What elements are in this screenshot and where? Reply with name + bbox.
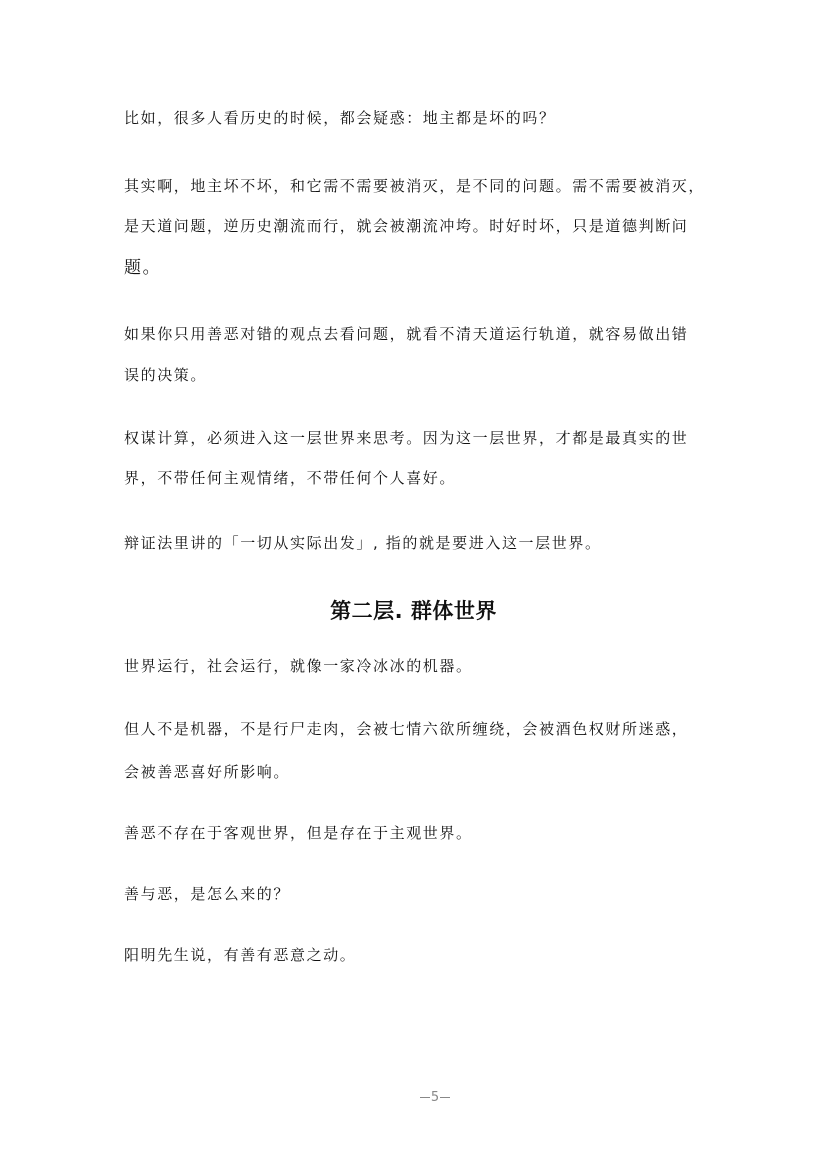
- section-paragraph-2-line-2: 会被善恶喜好所影响。: [124, 763, 291, 781]
- page-number-footer: [0, 1089, 827, 1107]
- paragraph-4-line-2: 界，不带任何主观情绪，不带任何个人喜好。: [124, 469, 457, 487]
- paragraph-5-line-1: 辩证法里讲的「一切从实际出发」, 指的就是要进入这一层世界。: [124, 534, 602, 552]
- section-paragraph-4-line-1: 善与恶，是怎么来的？: [124, 885, 291, 903]
- section-heading: 第二层. 群体世界: [330, 599, 497, 623]
- paragraph-3-line-1: 如果你只用善恶对错的观点去看问题，就看不清天道运行轨道，就容易做出错: [124, 325, 689, 343]
- footer-dash-left: [420, 1097, 430, 1098]
- paragraph-1-line-1: 比如，很多人看历史的时候，都会疑惑：地主都是坏的吗？: [124, 109, 556, 127]
- paragraph-2-line-2: 是天道问题，逆历史潮流而行，就会被潮流冲垮。时好时坏，只是道德判断问: [124, 217, 689, 235]
- section-paragraph-1-line-1: 世界运行，社会运行，就像一家冷冰冰的机器。: [124, 657, 473, 675]
- section-paragraph-5-line-1: 阳明先生说，有善有恶意之动。: [124, 946, 357, 964]
- paragraph-2-line-1: 其实啊，地主坏不坏，和它需不需要被消灭，是不同的问题。需不需要被消灭，: [124, 177, 706, 195]
- page-number: 5: [430, 1090, 440, 1105]
- paragraph-3-line-2: 误的决策。: [124, 366, 208, 384]
- section-paragraph-3-line-1: 善恶不存在于客观世界，但是存在于主观世界。: [124, 824, 473, 842]
- section-paragraph-2-line-1: 但人不是机器，不是行尸走肉，会被七情六欲所缠绕，会被酒色权财所迷惑，: [124, 720, 689, 738]
- paragraph-4-line-1: 权谋计算，必须进入这一层世界来思考。因为这一层世界，才都是最真实的世: [124, 429, 689, 447]
- footer-dash-right: [440, 1097, 450, 1098]
- paragraph-2-line-3: 题。: [124, 258, 162, 278]
